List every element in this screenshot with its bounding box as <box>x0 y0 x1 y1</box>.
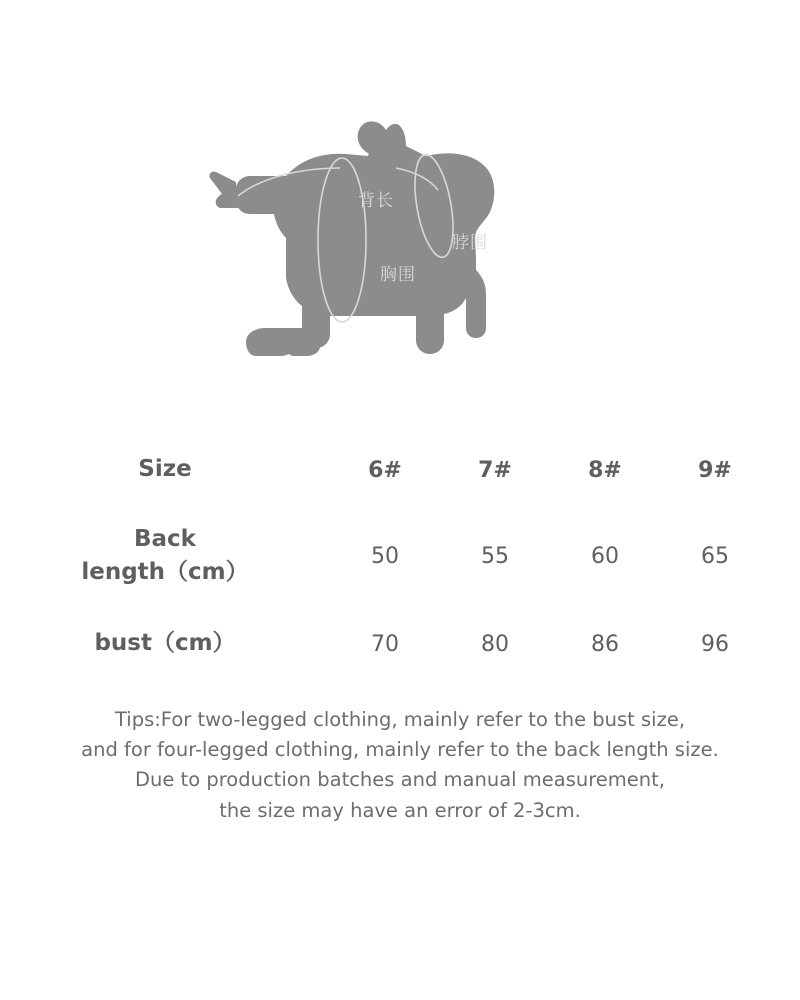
bust-cell: 70 <box>371 631 399 657</box>
tips-line-1: Tips:For two-legged clothing, mainly refer to the bust size, <box>114 708 686 731</box>
size-header-values <box>330 458 800 483</box>
bust-cell: 96 <box>701 631 729 657</box>
label-back-length-cn: 背长 <box>358 191 394 211</box>
bust-values <box>330 632 800 657</box>
row-label-back-length-line2: length（cm） <box>81 559 249 585</box>
bust-cell: 80 <box>481 631 509 657</box>
table-row-back-length <box>0 508 800 604</box>
back-length-cell: 50 <box>371 543 399 569</box>
size-cell: 9# <box>698 457 732 483</box>
tips-line-4: the size may have an error of 2-3cm. <box>219 798 581 822</box>
tips-line-3: Due to production batches and manual measurement, <box>134 768 665 792</box>
label-neck-girth-cn: 脖围 <box>452 233 488 253</box>
back-length-cell: 65 <box>701 543 729 569</box>
table-row-size-header <box>0 432 800 508</box>
size-cell: 8# <box>588 457 622 483</box>
tips-line-2: and for four-legged clothing, mainly refer to the back length size. <box>81 738 719 762</box>
dog-measurement-illustration <box>0 0 800 430</box>
table-row-bust <box>0 604 800 684</box>
row-label-bust: bust（cm） <box>94 630 236 657</box>
row-label-back-length <box>0 523 330 590</box>
size-cell: 6# <box>368 457 402 483</box>
back-length-values <box>330 544 800 569</box>
bust-cell: 86 <box>591 631 619 657</box>
back-length-cell: 60 <box>591 543 619 569</box>
back-length-cell: 55 <box>481 543 509 569</box>
size-cell: 7# <box>478 457 512 483</box>
label-chest-girth-cn: 胸围 <box>380 265 416 285</box>
row-label-back-length-line1: Back <box>134 525 196 552</box>
row-label-size: Size <box>138 456 192 483</box>
tips-block <box>0 705 800 826</box>
size-table <box>0 432 800 684</box>
